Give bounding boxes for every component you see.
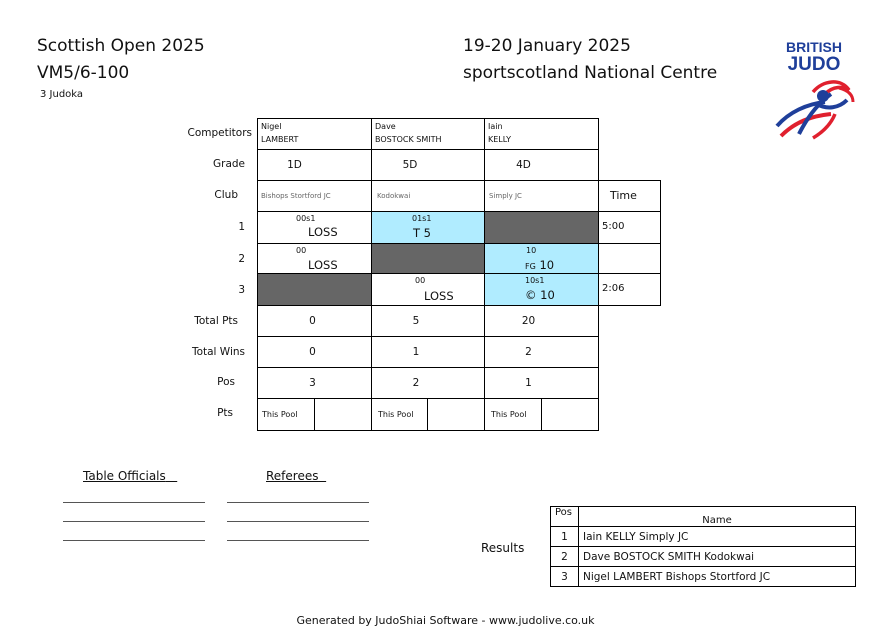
match-score: 10s1 <box>525 276 545 285</box>
pts-this-pool-cell <box>257 398 315 431</box>
pts-value-cell <box>541 398 599 431</box>
logo-line-2: JUDO <box>787 54 841 75</box>
referees-heading <box>266 469 326 483</box>
label-grade: Grade <box>212 158 245 170</box>
match-result: LOSS <box>424 289 454 303</box>
signature-line <box>63 540 205 541</box>
signature-line <box>63 521 205 522</box>
result-pos: 2 <box>551 547 579 567</box>
label-total-pts: Total Pts <box>194 315 238 327</box>
label-competitors: Competitors <box>187 127 252 139</box>
total-wins-cell: 1 <box>371 336 485 368</box>
blocked-cell <box>257 273 372 306</box>
results-header-name: Name <box>579 507 856 527</box>
label-pos: Pos <box>217 376 235 388</box>
pts-this-pool-label: This Pool <box>491 410 527 419</box>
label-club: Club <box>214 189 238 201</box>
match-score: 01s1 <box>412 214 432 223</box>
blocked-cell <box>371 243 485 274</box>
results-header-row <box>551 507 856 527</box>
match-cell <box>371 273 485 306</box>
club-cell <box>257 180 372 212</box>
event-venue: sportscotland National Centre <box>463 63 718 83</box>
competitor-cell <box>257 118 372 150</box>
signature-line <box>227 502 369 503</box>
grade-cell: 1D <box>257 149 372 181</box>
competitor-last-name: LAMBERT <box>261 135 299 144</box>
table-officials-heading <box>83 469 177 483</box>
event-date: 19-20 January 2025 <box>463 36 631 56</box>
competitor-cell <box>484 118 599 150</box>
club-name: Kodokwai <box>377 192 411 200</box>
match-cell <box>257 243 372 274</box>
match-time: 5:00 <box>598 211 661 244</box>
pts-this-pool-cell <box>484 398 542 431</box>
match-cell-win <box>371 211 485 244</box>
result-name: Dave BOSTOCK SMITH Kodokwai <box>579 547 856 567</box>
competitor-first-name: Iain <box>488 122 503 131</box>
competitor-first-name: Dave <box>375 122 396 131</box>
result-pos: 3 <box>551 567 579 587</box>
logo-line-1: BRITISH <box>786 39 842 55</box>
pts-value-cell <box>314 398 372 431</box>
pos-cell: 1 <box>484 367 599 399</box>
club-name: Simply JC <box>489 192 522 200</box>
match-cell-win <box>484 243 599 274</box>
grade-cell: 4D <box>484 149 599 181</box>
event-title: Scottish Open 2025 <box>37 36 205 56</box>
judoka-count: 3 Judoka <box>40 89 84 100</box>
match-time: 2:06 <box>598 273 661 306</box>
result-name: Iain KELLY Simply JC <box>579 527 856 547</box>
results-header-pos: Pos <box>551 507 579 527</box>
pts-this-pool-label: This Pool <box>262 410 298 419</box>
referees-label: Referees <box>266 469 319 483</box>
match-result: LOSS <box>308 225 338 239</box>
match-result: T 5 <box>413 226 431 240</box>
match-score: 00s1 <box>296 214 316 223</box>
match-cell-win <box>484 273 599 306</box>
results-table <box>550 506 856 587</box>
competitor-last-name: KELLY <box>488 135 512 144</box>
label-pts: Pts <box>217 407 233 419</box>
label-round-1: 1 <box>238 221 245 233</box>
table-row <box>551 567 856 587</box>
blocked-cell <box>484 211 599 244</box>
total-wins-cell: 0 <box>257 336 372 368</box>
club-cell <box>371 180 485 212</box>
match-result-value: 10 <box>539 258 555 272</box>
club-cell <box>484 180 599 212</box>
signature-line <box>63 502 205 503</box>
table-officials-label: Table Officials <box>83 469 166 483</box>
signature-line <box>227 540 369 541</box>
pos-cell: 3 <box>257 367 372 399</box>
grade-cell: 5D <box>371 149 485 181</box>
match-result-prefix: FG <box>525 262 536 271</box>
match-score: 10 <box>526 246 537 255</box>
pts-value-cell <box>427 398 485 431</box>
label-round-2: 2 <box>238 253 245 265</box>
category-title: VM5/6-100 <box>37 63 130 83</box>
match-score: 00 <box>296 246 307 255</box>
match-result <box>525 258 554 272</box>
judoka-figure-icon <box>773 74 855 142</box>
match-score: 00 <box>415 276 426 285</box>
pts-this-pool-label: This Pool <box>378 410 414 419</box>
total-pts-cell: 5 <box>371 305 485 337</box>
club-name: Bishops Stortford JC <box>261 192 331 200</box>
competitor-first-name: Nigel <box>261 122 282 131</box>
total-pts-cell: 0 <box>257 305 372 337</box>
signature-line <box>227 521 369 522</box>
results-label: Results <box>481 541 525 555</box>
time-header: Time <box>598 180 661 212</box>
footer-text: Generated by JudoShiai Software - www.judolive.co.uk <box>296 614 595 627</box>
table-row <box>551 547 856 567</box>
label-total-wins: Total Wins <box>191 346 245 358</box>
pts-this-pool-cell <box>371 398 428 431</box>
match-result <box>525 288 555 302</box>
match-result-value: 10 <box>540 288 555 302</box>
match-cell <box>257 211 372 244</box>
table-row <box>551 527 856 547</box>
label-round-3: 3 <box>238 284 245 296</box>
competitor-last-name: BOSTOCK SMITH <box>375 135 442 144</box>
competitor-cell <box>371 118 485 150</box>
total-pts-cell: 20 <box>484 305 599 337</box>
match-result-prefix: © <box>525 288 537 302</box>
result-name: Nigel LAMBERT Bishops Stortford JC <box>579 567 856 587</box>
total-wins-cell: 2 <box>484 336 599 368</box>
pos-cell: 2 <box>371 367 485 399</box>
match-result: LOSS <box>308 258 338 272</box>
british-judo-logo <box>773 38 855 146</box>
result-pos: 1 <box>551 527 579 547</box>
match-time <box>598 243 661 274</box>
